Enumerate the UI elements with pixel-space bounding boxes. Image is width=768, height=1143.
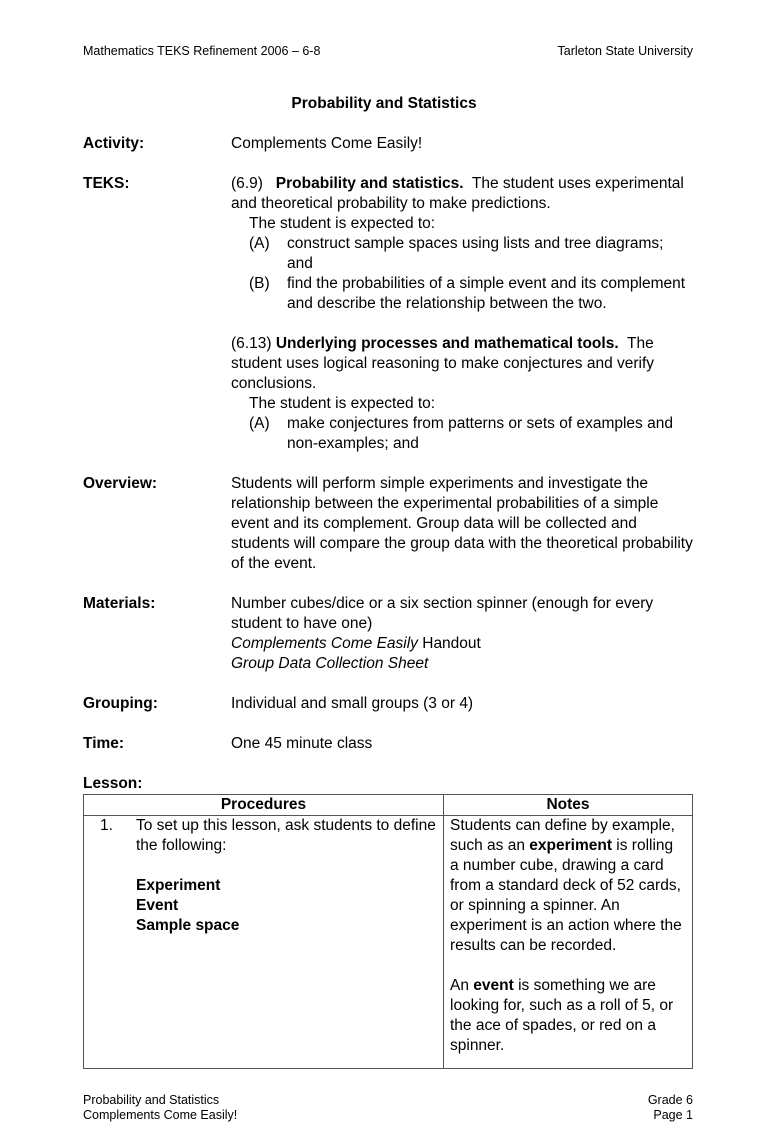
footer-right: Grade 6 Page 1 <box>647 1093 693 1122</box>
teks-row <box>83 174 693 454</box>
teks-expected: The student is expected to: <box>249 215 436 232</box>
page-title: Probability and Statistics <box>291 95 477 112</box>
procedures-header: Procedures <box>84 795 444 816</box>
bold-term: event <box>473 977 514 994</box>
overview-row <box>83 474 693 574</box>
header-right: Tarleton State University <box>557 44 693 58</box>
materials-handout: Complements Come Easily <box>231 635 418 652</box>
teks-section-6-9 <box>231 174 693 314</box>
time-label: Time: <box>83 735 125 752</box>
teks-section-6-13 <box>231 334 693 454</box>
grouping-label: Grouping: <box>83 695 158 712</box>
page-footer <box>83 1093 693 1123</box>
step-number: 1. <box>100 817 113 834</box>
materials-value: Number cubes/dice or a six section spinner (enough for every student to have one) Complements Come Easily Handout Group Data Collection Sheet <box>231 594 693 674</box>
teks-heading: Probability and statistics. <box>275 175 464 192</box>
term: Sample space <box>136 917 240 934</box>
teks-expected: The student is expected to: <box>249 395 436 412</box>
teks-item: (A) construct sample spaces using lists and tree diagrams; and <box>249 235 664 272</box>
teks-code: (6.13) <box>231 335 272 352</box>
activity-label: Activity: <box>83 135 145 152</box>
term: Event <box>136 897 179 914</box>
notes-cell <box>444 816 693 1069</box>
grouping-row <box>83 694 693 714</box>
materials-sheet: Group Data Collection Sheet <box>231 655 429 672</box>
materials-label: Materials: <box>83 595 156 612</box>
materials-row <box>83 594 693 674</box>
note-event: An event is something we are looking for, such as a roll of 5, or the ace of spades, or red on a spinner. <box>450 977 674 1054</box>
teks-item: (A) make conjectures from patterns or sets of examples and non-examples; and <box>249 415 673 452</box>
materials-line: Number cubes/dice or a six section spinner (enough for every student to have one) <box>231 595 654 632</box>
header-left: Mathematics TEKS Refinement 2006 – 6-8 <box>83 44 321 58</box>
step-text: To set up this lesson, ask students to define the following: <box>136 817 436 854</box>
procedure-cell <box>84 816 444 1069</box>
lesson-label: Lesson: <box>83 775 143 792</box>
teks-item: (B) find the probabilities of a simple event and its complement and describe the relationship between the two. <box>249 275 686 312</box>
activity-row <box>83 134 693 154</box>
time-value: One 45 minute class <box>231 735 373 752</box>
lesson-table <box>83 794 693 1069</box>
overview-label: Overview: <box>83 475 158 492</box>
term: Experiment <box>136 877 221 894</box>
footer-left: Probability and Statistics Complements Come Easily! <box>83 1093 238 1122</box>
activity-value: Complements Come Easily! <box>231 135 423 152</box>
time-row <box>83 734 693 754</box>
teks-label: TEKS: <box>83 175 130 192</box>
bold-term: experiment <box>529 837 612 854</box>
note-experiment: Students can define by example, such as an experiment is rolling a number cube, drawing a card from a standard deck of 52 cards, or spinning a spinner. An experiment is an action where the results can be recorded. <box>450 817 682 954</box>
teks-heading: Underlying processes and mathematical tools. <box>275 335 619 352</box>
teks-code: (6.9) <box>231 175 263 192</box>
overview-value: Students will perform simple experiments and investigate the relationship between the experimental probabilities of a simple event and its complement. Group data will be collected and students will compare the group data with the theoretical probability of the event. <box>231 475 693 572</box>
grouping-value: Individual and small groups (3 or 4) <box>231 695 474 712</box>
page-header <box>83 44 693 59</box>
table-row <box>84 816 693 1069</box>
teks-text: The student uses experimental and theoretical probability to make predictions. <box>231 175 684 212</box>
notes-header: Notes <box>444 795 693 816</box>
teks-content <box>231 174 693 454</box>
teks-text: The student uses logical reasoning to make conjectures and verify conclusions. <box>231 335 655 392</box>
